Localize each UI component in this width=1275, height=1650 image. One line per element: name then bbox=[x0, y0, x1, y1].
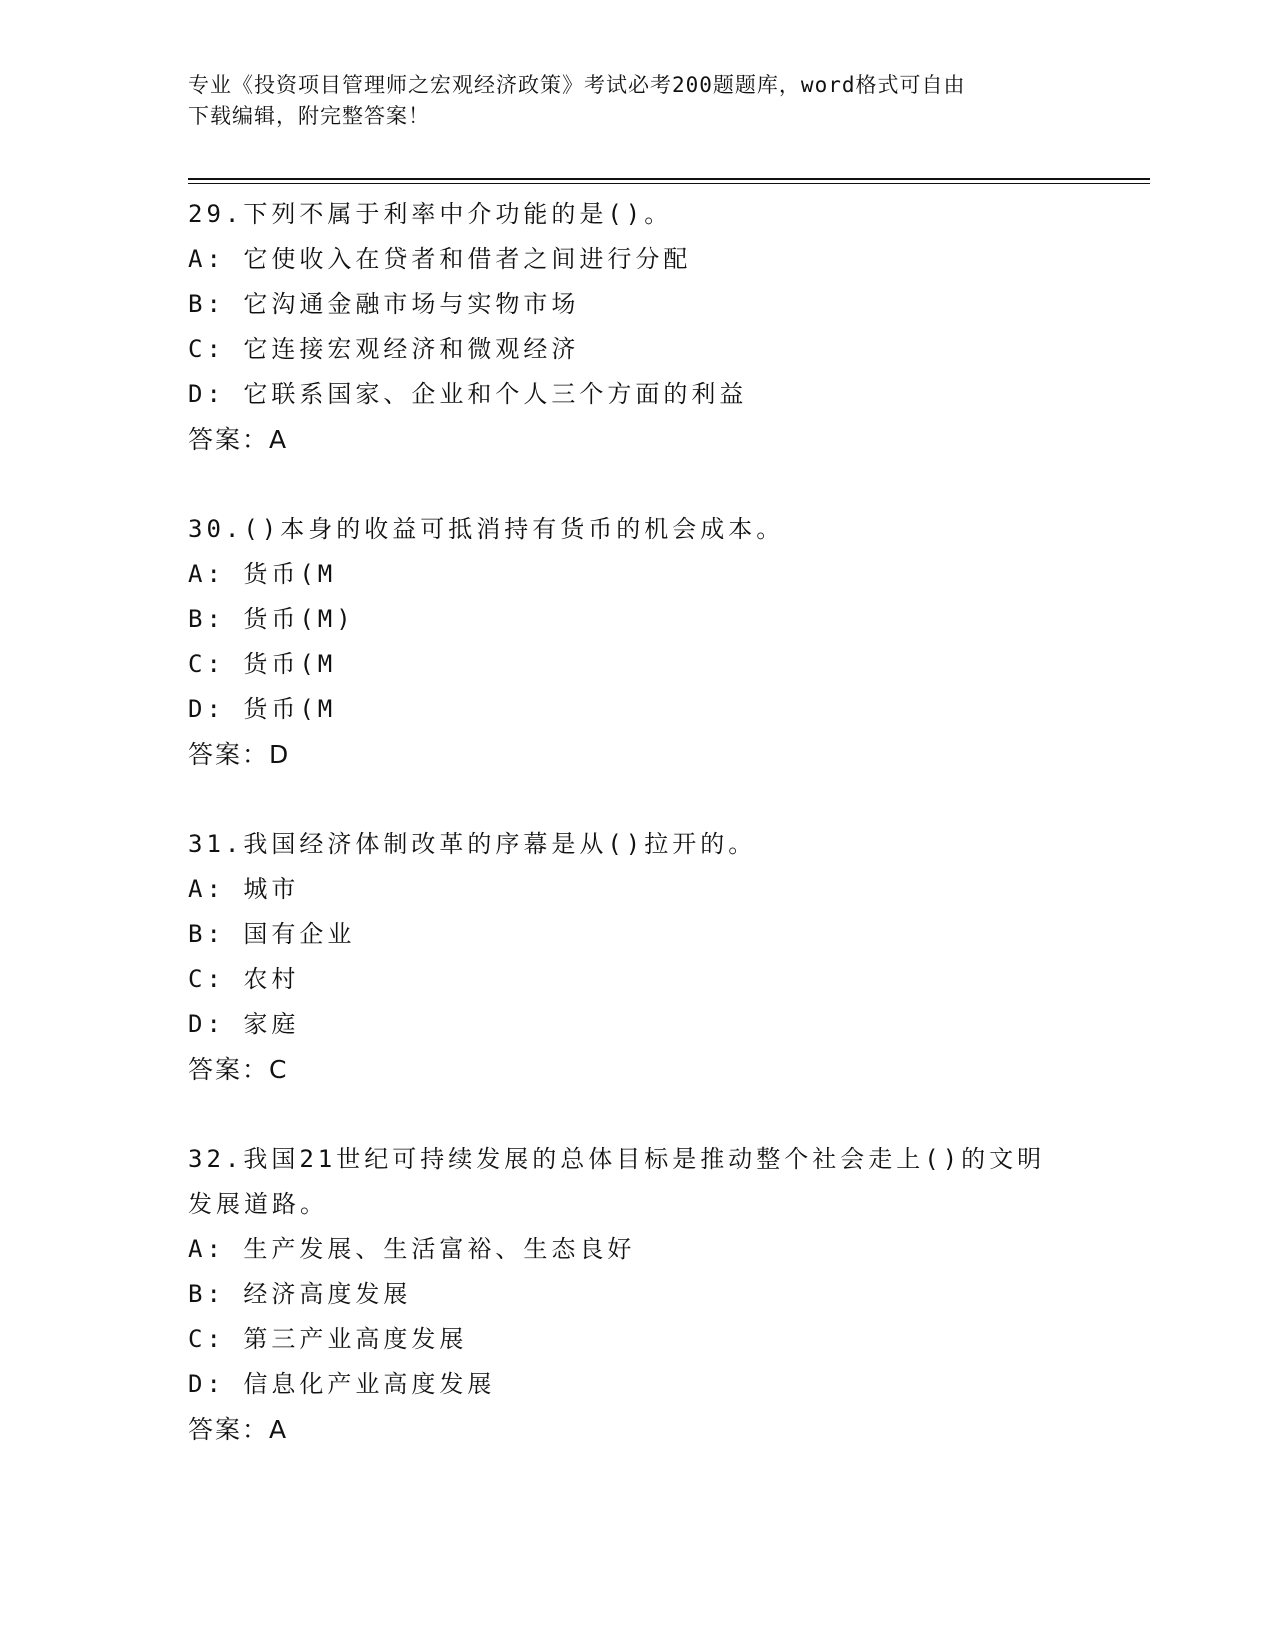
question-30 bbox=[188, 507, 1088, 777]
option-a bbox=[188, 237, 1088, 282]
option-text: 货币(M bbox=[243, 650, 337, 678]
option-label: A: bbox=[188, 1235, 225, 1263]
option-label: C: bbox=[188, 1325, 225, 1353]
question-text: 我国21世纪可持续发展的总体目标是推动整个社会走上()的文明发展道路。 bbox=[188, 1145, 1046, 1218]
option-a bbox=[188, 552, 1088, 597]
question-text: ()本身的收益可抵消持有货币的机会成本。 bbox=[243, 515, 785, 543]
option-c bbox=[188, 957, 1088, 1002]
question-text: 我国经济体制改革的序幕是从()拉开的。 bbox=[243, 830, 757, 858]
option-text: 城市 bbox=[243, 875, 300, 903]
option-label: B: bbox=[188, 290, 225, 318]
option-c bbox=[188, 327, 1088, 372]
option-text: 第三产业高度发展 bbox=[243, 1325, 468, 1353]
option-text: 它使收入在贷者和借者之间进行分配 bbox=[243, 245, 692, 273]
option-label: D: bbox=[188, 1010, 225, 1038]
option-text: 它联系国家、企业和个人三个方面的利益 bbox=[243, 380, 748, 408]
option-text: 生产发展、生活富裕、生态良好 bbox=[243, 1235, 636, 1263]
question-number: 32. bbox=[188, 1145, 244, 1173]
answer-line bbox=[188, 1407, 1088, 1452]
question-stem bbox=[188, 507, 1068, 552]
question-31 bbox=[188, 822, 1088, 1092]
option-d bbox=[188, 372, 1088, 417]
answer-label: 答案： bbox=[188, 1055, 270, 1084]
question-stem bbox=[188, 1137, 1068, 1227]
option-label: A: bbox=[188, 245, 225, 273]
option-label: B: bbox=[188, 920, 225, 948]
option-a bbox=[188, 867, 1088, 912]
question-list bbox=[188, 192, 1088, 1452]
header-intro-line-1: 专业《投资项目管理师之宏观经济政策》考试必考200题题库，word格式可自由 bbox=[188, 73, 966, 97]
option-label: D: bbox=[188, 1370, 225, 1398]
header-intro-line-2: 下载编辑，附完整答案！ bbox=[188, 104, 430, 128]
option-label: C: bbox=[188, 335, 225, 363]
option-c bbox=[188, 1317, 1088, 1362]
question-32 bbox=[188, 1137, 1088, 1452]
option-label: A: bbox=[188, 875, 225, 903]
option-b bbox=[188, 597, 1088, 642]
option-label: B: bbox=[188, 1280, 225, 1308]
option-d bbox=[188, 1362, 1088, 1407]
question-number: 29. bbox=[188, 200, 244, 228]
option-text: 它沟通金融市场与实物市场 bbox=[243, 290, 580, 318]
question-number: 31. bbox=[188, 830, 244, 858]
answer-label: 答案： bbox=[188, 1415, 270, 1444]
option-label: B: bbox=[188, 605, 225, 633]
answer-value: D bbox=[269, 740, 291, 769]
option-text: 信息化产业高度发展 bbox=[243, 1370, 496, 1398]
document-header bbox=[188, 70, 1068, 132]
option-b bbox=[188, 1272, 1088, 1317]
answer-value: A bbox=[269, 425, 289, 454]
option-text: 家庭 bbox=[243, 1010, 300, 1038]
header-rule-thick bbox=[188, 178, 1150, 180]
option-text: 它连接宏观经济和微观经济 bbox=[243, 335, 580, 363]
option-b bbox=[188, 282, 1088, 327]
answer-value: C bbox=[269, 1055, 289, 1084]
option-text: 货币(M bbox=[243, 695, 337, 723]
option-label: C: bbox=[188, 965, 225, 993]
answer-line bbox=[188, 417, 1088, 462]
option-label: A: bbox=[188, 560, 225, 588]
answer-line bbox=[188, 1047, 1088, 1092]
question-stem bbox=[188, 822, 1068, 867]
option-text: 经济高度发展 bbox=[243, 1280, 412, 1308]
question-text: 下列不属于利率中介功能的是()。 bbox=[243, 200, 673, 228]
option-text: 货币(M) bbox=[243, 605, 355, 633]
option-a bbox=[188, 1227, 1088, 1272]
answer-label: 答案： bbox=[188, 425, 270, 454]
option-label: C: bbox=[188, 650, 225, 678]
question-number: 30. bbox=[188, 515, 244, 543]
header-rule-thin bbox=[188, 183, 1150, 184]
question-29 bbox=[188, 192, 1088, 462]
option-d bbox=[188, 687, 1088, 732]
answer-value: A bbox=[269, 1415, 289, 1444]
answer-label: 答案： bbox=[188, 740, 270, 769]
option-text: 农村 bbox=[243, 965, 300, 993]
option-c bbox=[188, 642, 1088, 687]
option-d bbox=[188, 1002, 1088, 1047]
question-stem bbox=[188, 192, 1068, 237]
option-label: D: bbox=[188, 380, 225, 408]
answer-line bbox=[188, 732, 1088, 777]
option-text: 货币(M bbox=[243, 560, 337, 588]
option-text: 国有企业 bbox=[243, 920, 356, 948]
option-label: D: bbox=[188, 695, 225, 723]
option-b bbox=[188, 912, 1088, 957]
